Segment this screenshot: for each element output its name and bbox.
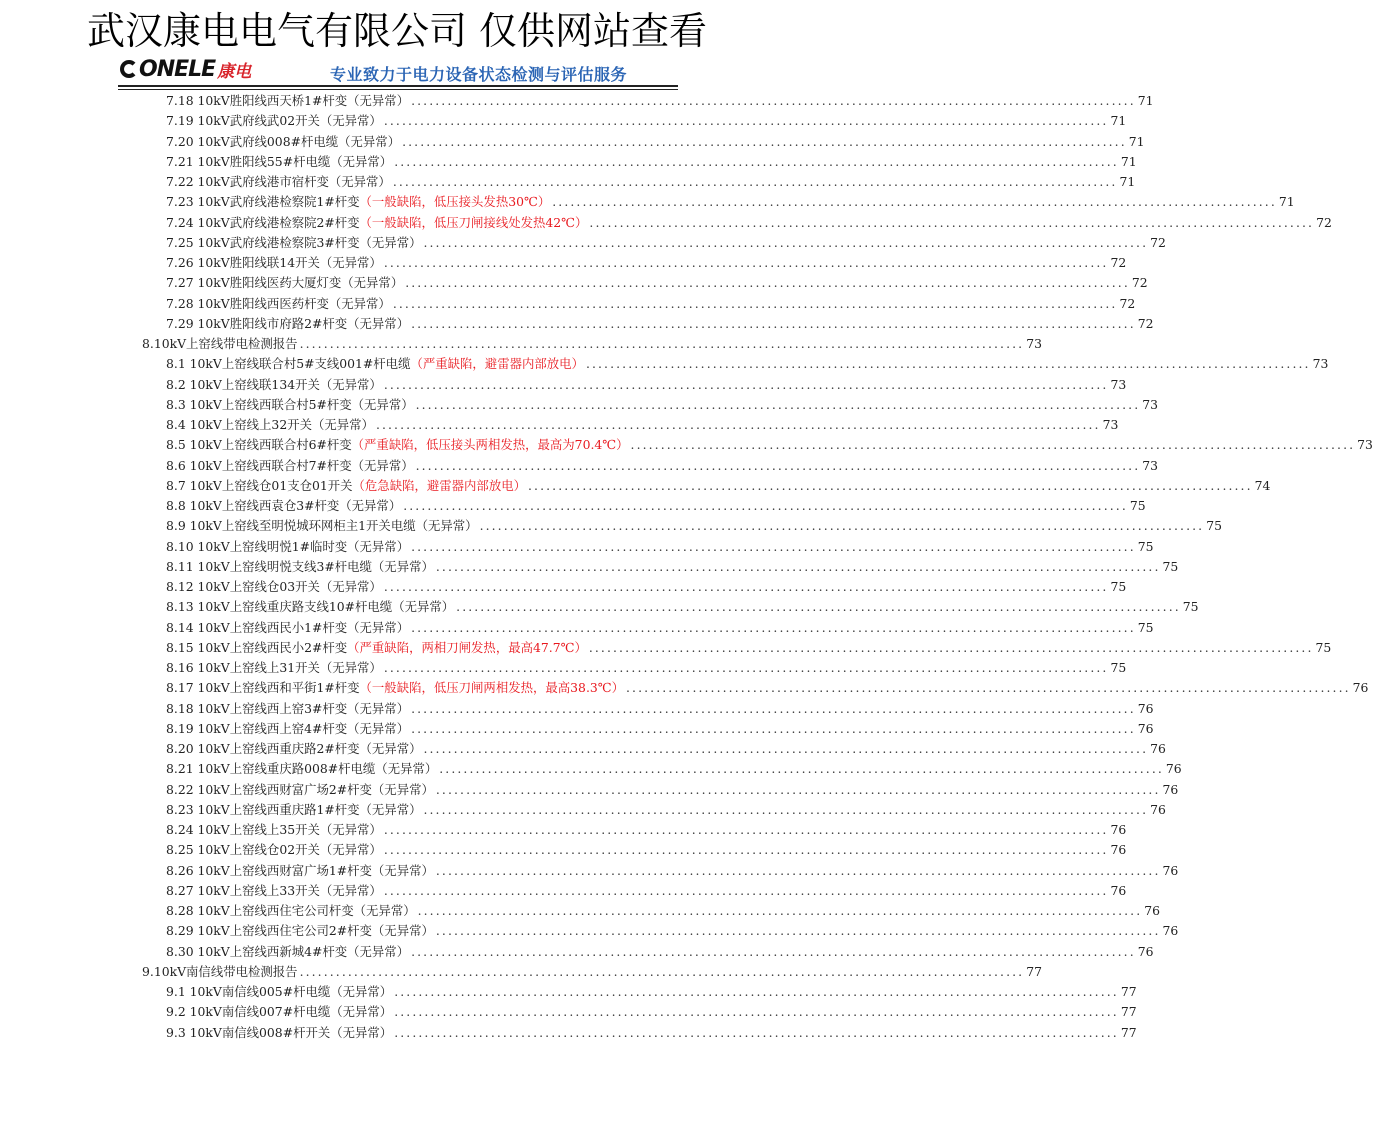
toc-leader-dots: ........................................................................................................................ <box>528 477 1253 493</box>
toc-entry[interactable] <box>142 962 1042 982</box>
toc-entry-label: 8.3 10kV上窑线西联合村5#杆变（无异常） <box>166 396 414 412</box>
toc-entry[interactable] <box>166 213 1332 233</box>
toc-leader-dots: ........................................................................................................................ <box>299 963 1025 979</box>
toc-page-number: 75 <box>1162 558 1179 574</box>
toc-page-number: 72 <box>1150 234 1166 250</box>
toc-page-number: 76 <box>1137 700 1154 716</box>
toc-entry[interactable] <box>166 597 1199 617</box>
toc-page-number: 72 <box>1131 275 1148 291</box>
toc-page-number: 75 <box>1110 579 1127 594</box>
toc-entry[interactable] <box>166 152 1137 172</box>
toc-entry-label: 7.23 10kV武府线港检察院1#杆变 <box>166 194 360 210</box>
toc-entry-label: 8.14 10kV上窑线西民小1#杆变（无异常） <box>166 619 410 635</box>
toc-leader-dots: ........................................................................................................................ <box>411 720 1136 736</box>
toc-entry[interactable] <box>166 840 1127 860</box>
toc-entry-label: 8.10kV上窑线带电检测报告 <box>142 336 298 351</box>
header-rule <box>118 85 678 87</box>
company-logo <box>120 56 251 82</box>
toc-page-number: 75 <box>1110 660 1127 675</box>
toc-entry[interactable] <box>166 375 1127 395</box>
toc-leader-dots: ........................................................................................................................ <box>479 518 1205 534</box>
toc-leader-dots: ........................................................................................................................ <box>402 133 1127 149</box>
toc-leader-dots: ........................................................................................................................ <box>299 336 1025 351</box>
toc-entry-label: 8.25 10kV上窑线仓02开关（无异常） <box>166 842 382 858</box>
toc-leader-dots: ........................................................................................................................ <box>403 498 1128 513</box>
toc-entry[interactable] <box>166 901 1161 921</box>
toc-entry-defect-note: （一般缺陷，低压接头发热30℃） <box>359 194 551 210</box>
toc-entry-label: 9.1 10kV南信线005#杆电缆（无异常） <box>166 984 393 999</box>
toc-page-number: 76 <box>1137 943 1154 959</box>
toc-entry-label: 7.21 10kV胜阳线55#杆电缆（无异常） <box>166 153 393 169</box>
toc-leader-dots: ........................................................................................................................ <box>392 295 1118 311</box>
toc-page-number: 76 <box>1162 781 1179 797</box>
toc-entry-label: 8.1 10kV上窑线联合村5#支线001#杆电缆 <box>166 356 411 372</box>
toc-leader-dots: ........................................................................................................................ <box>383 882 1109 898</box>
toc-entry-label: 8.26 10kV上窑线西财富广场1#杆变（无异常） <box>166 862 434 878</box>
toc-entry-label: 8.6 10kV上窑线西联合村7#杆变（无异常） <box>166 457 414 473</box>
toc-entry[interactable] <box>166 1002 1137 1022</box>
toc-leader-dots: ........................................................................................................................ <box>411 93 1136 108</box>
toc-page-number: 72 <box>1119 295 1136 311</box>
toc-entry[interactable] <box>166 638 1332 658</box>
toc-entry-label: 7.20 10kV武府线008#杆电缆（无异常） <box>166 133 401 149</box>
toc-entry-label: 7.18 10kV胜阳线西天桥1#杆变（无异常） <box>166 93 410 108</box>
toc-leader-dots: ........................................................................................................................ <box>588 639 1314 655</box>
toc-leader-dots: ........................................................................................................................ <box>589 214 1315 230</box>
toc-entry[interactable] <box>166 233 1166 253</box>
toc-entry-label: 8.7 10kV上窑线仓01支仓01开关 <box>166 477 353 493</box>
toc-entry-label: 8.4 10kV上窑线上32开关（无异常） <box>166 417 374 432</box>
toc-leader-dots: ........................................................................................................................ <box>411 700 1136 716</box>
toc-entry-label: 7.27 10kV胜阳线医药大厦灯变（无异常） <box>166 275 404 291</box>
toc-page-number: 71 <box>1128 133 1145 149</box>
toc-entry[interactable] <box>166 820 1127 840</box>
toc-entry[interactable] <box>166 435 1373 455</box>
toc-entry-label: 8.2 10kV上窑线联134开关（无异常） <box>166 376 382 392</box>
logo-text-cn: 康电 <box>217 61 252 82</box>
toc-page-number: 76 <box>1110 822 1127 837</box>
toc-entry[interactable] <box>166 759 1182 779</box>
toc-page-number: 77 <box>1120 1024 1137 1040</box>
toc-entry[interactable] <box>166 476 1271 496</box>
watermark-banner: 武汉康电电气有限公司 仅供网站查看 <box>86 9 708 53</box>
toc-entry[interactable] <box>166 91 1154 111</box>
toc-entry[interactable] <box>166 496 1146 516</box>
toc-entry-label: 8.28 10kV上窑线西住宅公司杆变（无异常） <box>166 903 416 918</box>
toc-page-number: 76 <box>1352 680 1369 696</box>
toc-leader-dots: ........................................................................................................................ <box>630 437 1356 453</box>
toc-entry[interactable] <box>166 861 1179 881</box>
toc-leader-dots: ........................................................................................................................ <box>405 275 1130 291</box>
toc-page-number: 73 <box>1357 437 1373 453</box>
toc-entry-label: 8.12 10kV上窑线仓03开关（无异常） <box>166 579 382 594</box>
toc-leader-dots: ........................................................................................................................ <box>417 903 1143 918</box>
toc-entry[interactable] <box>166 111 1127 131</box>
toc-entry[interactable] <box>166 719 1154 739</box>
toc-entry-label: 8.11 10kV上窑线明悦支线3#杆电缆（无异常） <box>166 558 434 574</box>
toc-entry[interactable] <box>166 314 1154 334</box>
toc-leader-dots: ........................................................................................................................ <box>585 356 1311 372</box>
toc-entry-label: 9.3 10kV南信线008#杆开关（无异常） <box>166 1024 393 1040</box>
toc-entry-label: 8.10 10kV上窑线明悦1#临时变（无异常） <box>166 538 410 554</box>
toc-leader-dots: ........................................................................................................................ <box>411 943 1136 959</box>
toc-page-number: 76 <box>1110 842 1127 858</box>
toc-page-number: 71 <box>1278 194 1295 210</box>
toc-page-number: 73 <box>1142 396 1159 412</box>
toc-page-number: 77 <box>1120 984 1137 999</box>
toc-page-number: 76 <box>1137 720 1154 736</box>
toc-entry[interactable] <box>166 1023 1137 1043</box>
toc-entry-label: 7.24 10kV武府线港检察院2#杆变 <box>166 214 360 230</box>
toc-leader-dots: ........................................................................................................................ <box>411 315 1136 331</box>
toc-entry[interactable] <box>166 982 1137 1002</box>
toc-page-number: 75 <box>1182 599 1199 615</box>
toc-entry[interactable] <box>166 132 1145 152</box>
toc-page-number: 74 <box>1254 477 1271 493</box>
toc-page-number: 73 <box>1102 417 1119 432</box>
toc-page-number: 75 <box>1315 639 1332 655</box>
toc-page-number: 75 <box>1137 538 1154 554</box>
toc-page-number: 72 <box>1316 214 1332 230</box>
toc-leader-dots: ........................................................................................................................ <box>383 255 1109 270</box>
toc-page-number: 71 <box>1120 153 1137 169</box>
toc-entry[interactable] <box>166 172 1136 192</box>
toc-leader-dots: ........................................................................................................................ <box>415 396 1141 412</box>
toc-entry[interactable] <box>166 921 1179 941</box>
toc-leader-dots: ........................................................................................................................ <box>415 457 1141 473</box>
toc-entry-label: 8.5 10kV上窑线西联合村6#杆变 <box>166 437 352 453</box>
toc-entry[interactable] <box>166 618 1154 638</box>
toc-entry-label: 8.29 10kV上窑线西住宅公司2#杆变（无异常） <box>166 923 434 939</box>
toc-entry[interactable] <box>166 881 1127 901</box>
toc-leader-dots: ........................................................................................................................ <box>439 761 1164 777</box>
toc-page-number: 72 <box>1110 255 1127 270</box>
toc-page-number: 73 <box>1142 457 1159 473</box>
toc-leader-dots: ........................................................................................................................ <box>423 741 1149 756</box>
toc-entry[interactable] <box>166 354 1329 374</box>
toc-page-number: 76 <box>1150 741 1166 756</box>
toc-leader-dots: ........................................................................................................................ <box>435 923 1161 939</box>
toc-entry[interactable] <box>166 658 1127 678</box>
toc-page-number: 75 <box>1137 619 1154 635</box>
toc-page-number: 75 <box>1129 498 1146 513</box>
toc-leader-dots: ........................................................................................................................ <box>394 1004 1119 1020</box>
toc-entry[interactable] <box>166 456 1159 476</box>
toc-entry-defect-note: （严重缺陷，低压接头两相发热，最高为70.4℃） <box>351 437 629 453</box>
toc-page-number: 71 <box>1110 113 1127 129</box>
toc-leader-dots: ........................................................................................................................ <box>626 680 1351 696</box>
toc-page-number: 75 <box>1206 518 1222 534</box>
toc-entry[interactable] <box>166 537 1154 557</box>
toc-entry-label: 7.25 10kV武府线港检察院3#杆变（无异常） <box>166 234 422 250</box>
toc-entry-label: 8.9 10kV上窑线至明悦城环网柜主1开关电缆（无异常） <box>166 518 478 534</box>
toc-entry-defect-note: （危急缺陷，避雷器内部放电） <box>352 477 526 493</box>
toc-entry-label: 9.2 10kV南信线007#杆电缆（无异常） <box>166 1004 393 1020</box>
toc-entry-label: 8.24 10kV上窑线上35开关（无异常） <box>166 822 382 837</box>
toc-page-number: 71 <box>1137 93 1154 108</box>
toc-entry[interactable] <box>166 557 1179 577</box>
toc-leader-dots: ........................................................................................................................ <box>411 538 1136 554</box>
header-slogan: 专业致力于电力设备状态检测与评估服务 <box>330 65 628 84</box>
toc-entry-label: 8.20 10kV上窑线西重庆路2#杆变（无异常） <box>166 741 422 756</box>
toc-page-number: 73 <box>1312 356 1329 372</box>
toc-leader-dots: ........................................................................................................................ <box>383 842 1109 858</box>
toc-entry-label: 9.10kV南信线带电检测报告 <box>142 963 298 979</box>
toc-leader-dots: ........................................................................................................................ <box>375 417 1101 432</box>
toc-entry[interactable] <box>166 395 1159 415</box>
header-rule-thin <box>118 89 678 90</box>
toc-leader-dots: ........................................................................................................................ <box>435 558 1161 574</box>
toc-entry[interactable] <box>166 699 1154 719</box>
toc-leader-dots: ........................................................................................................................ <box>394 1024 1119 1040</box>
toc-entry-label: 8.15 10kV上窑线西民小2#杆变 <box>166 639 348 655</box>
toc-leader-dots: ........................................................................................................................ <box>394 984 1119 999</box>
toc-entry-label: 8.21 10kV上窑线重庆路008#杆电缆（无异常） <box>166 761 438 777</box>
toc-entry-defect-note: （一般缺陷，低压刀闸接线处发热42℃） <box>359 214 588 230</box>
toc-entry-defect-note: （一般缺陷，低压刀闸两相发热，最高38.3℃） <box>359 680 625 696</box>
toc-leader-dots: ........................................................................................................................ <box>392 174 1118 189</box>
toc-entry-label: 8.16 10kV上窑线上31开关（无异常） <box>166 660 382 675</box>
toc-page-number: 76 <box>1144 903 1161 918</box>
toc-page-number: 76 <box>1162 923 1179 939</box>
toc-entry[interactable] <box>166 253 1127 273</box>
toc-entry-label: 8.27 10kV上窑线上33开关（无异常） <box>166 882 382 898</box>
logo-c-icon <box>120 60 138 78</box>
toc-entry[interactable] <box>166 273 1148 293</box>
toc-entry-label: 8.13 10kV上窑线重庆路支线10#杆电缆（无异常） <box>166 599 455 615</box>
toc-leader-dots: ........................................................................................................................ <box>435 862 1161 878</box>
toc-entry-label: 8.22 10kV上窑线西财富广场2#杆变（无异常） <box>166 781 434 797</box>
toc-entry-label: 7.22 10kV武府线港市宿杆变（无异常） <box>166 174 391 189</box>
toc-page-number: 76 <box>1110 882 1127 898</box>
toc-entry[interactable] <box>166 577 1127 597</box>
toc-leader-dots: ........................................................................................................................ <box>394 153 1119 169</box>
toc-page-number: 71 <box>1119 174 1136 189</box>
toc-leader-dots: ........................................................................................................................ <box>383 579 1109 594</box>
toc-entry[interactable] <box>166 739 1166 759</box>
toc-page-number: 77 <box>1120 1004 1137 1020</box>
toc-entry[interactable] <box>166 942 1154 962</box>
toc-page-number: 76 <box>1150 801 1166 817</box>
toc-entry[interactable] <box>166 516 1222 536</box>
toc-entry-label: 8.30 10kV上窑线西新城4#杆变（无异常） <box>166 943 410 959</box>
toc-entry[interactable] <box>166 415 1119 435</box>
logo-text-en: ONELE <box>139 56 216 82</box>
toc-entry[interactable] <box>166 192 1295 212</box>
toc-entry[interactable] <box>166 800 1166 820</box>
toc-entry-label: 7.26 10kV胜阳线联14开关（无异常） <box>166 255 382 270</box>
toc-entry[interactable] <box>166 780 1179 800</box>
toc-page-number: 76 <box>1165 761 1182 777</box>
toc-leader-dots: ........................................................................................................................ <box>552 194 1277 210</box>
toc-leader-dots: ........................................................................................................................ <box>383 113 1109 129</box>
toc-leader-dots: ........................................................................................................................ <box>383 822 1109 837</box>
toc-entry-label: 8.17 10kV上窑线西和平街1#杆变 <box>166 680 360 696</box>
toc-page-number: 77 <box>1026 963 1042 979</box>
toc-entry-defect-note: （严重缺陷，避雷器内部放电） <box>410 356 584 372</box>
toc-entry-label: 8.19 10kV上窑线西上窑4#杆变（无异常） <box>166 720 410 736</box>
toc-entry[interactable] <box>166 678 1369 698</box>
toc-page-number: 72 <box>1137 315 1154 331</box>
toc-entry-label: 8.18 10kV上窑线西上窑3#杆变（无异常） <box>166 700 410 716</box>
toc-leader-dots: ........................................................................................................................ <box>456 599 1181 615</box>
toc-page-number: 73 <box>1110 376 1127 392</box>
toc-page-number: 76 <box>1162 862 1179 878</box>
toc-leader-dots: ........................................................................................................................ <box>383 660 1109 675</box>
toc-leader-dots: ........................................................................................................................ <box>435 781 1161 797</box>
toc-entry-label: 7.29 10kV胜阳线市府路2#杆变（无异常） <box>166 315 410 331</box>
toc-entry-defect-note: （严重缺陷，两相刀闸发热，最高47.7℃） <box>347 639 587 655</box>
toc-page-number: 73 <box>1026 336 1042 351</box>
toc-entry-label: 8.23 10kV上窑线西重庆路1#杆变（无异常） <box>166 801 422 817</box>
toc-leader-dots: ........................................................................................................................ <box>423 801 1149 817</box>
toc-entry-label: 7.28 10kV胜阳线西医药杆变（无异常） <box>166 295 391 311</box>
toc-leader-dots: ........................................................................................................................ <box>411 619 1136 635</box>
toc-entry-label: 8.8 10kV上窑线西袁仓3#杆变（无异常） <box>166 498 402 513</box>
toc-entry[interactable] <box>166 294 1136 314</box>
toc-leader-dots: ........................................................................................................................ <box>423 234 1149 250</box>
toc-leader-dots: ........................................................................................................................ <box>383 376 1109 392</box>
toc-entry-label: 7.19 10kV武府线武02开关（无异常） <box>166 113 382 129</box>
toc-entry[interactable] <box>142 334 1042 354</box>
